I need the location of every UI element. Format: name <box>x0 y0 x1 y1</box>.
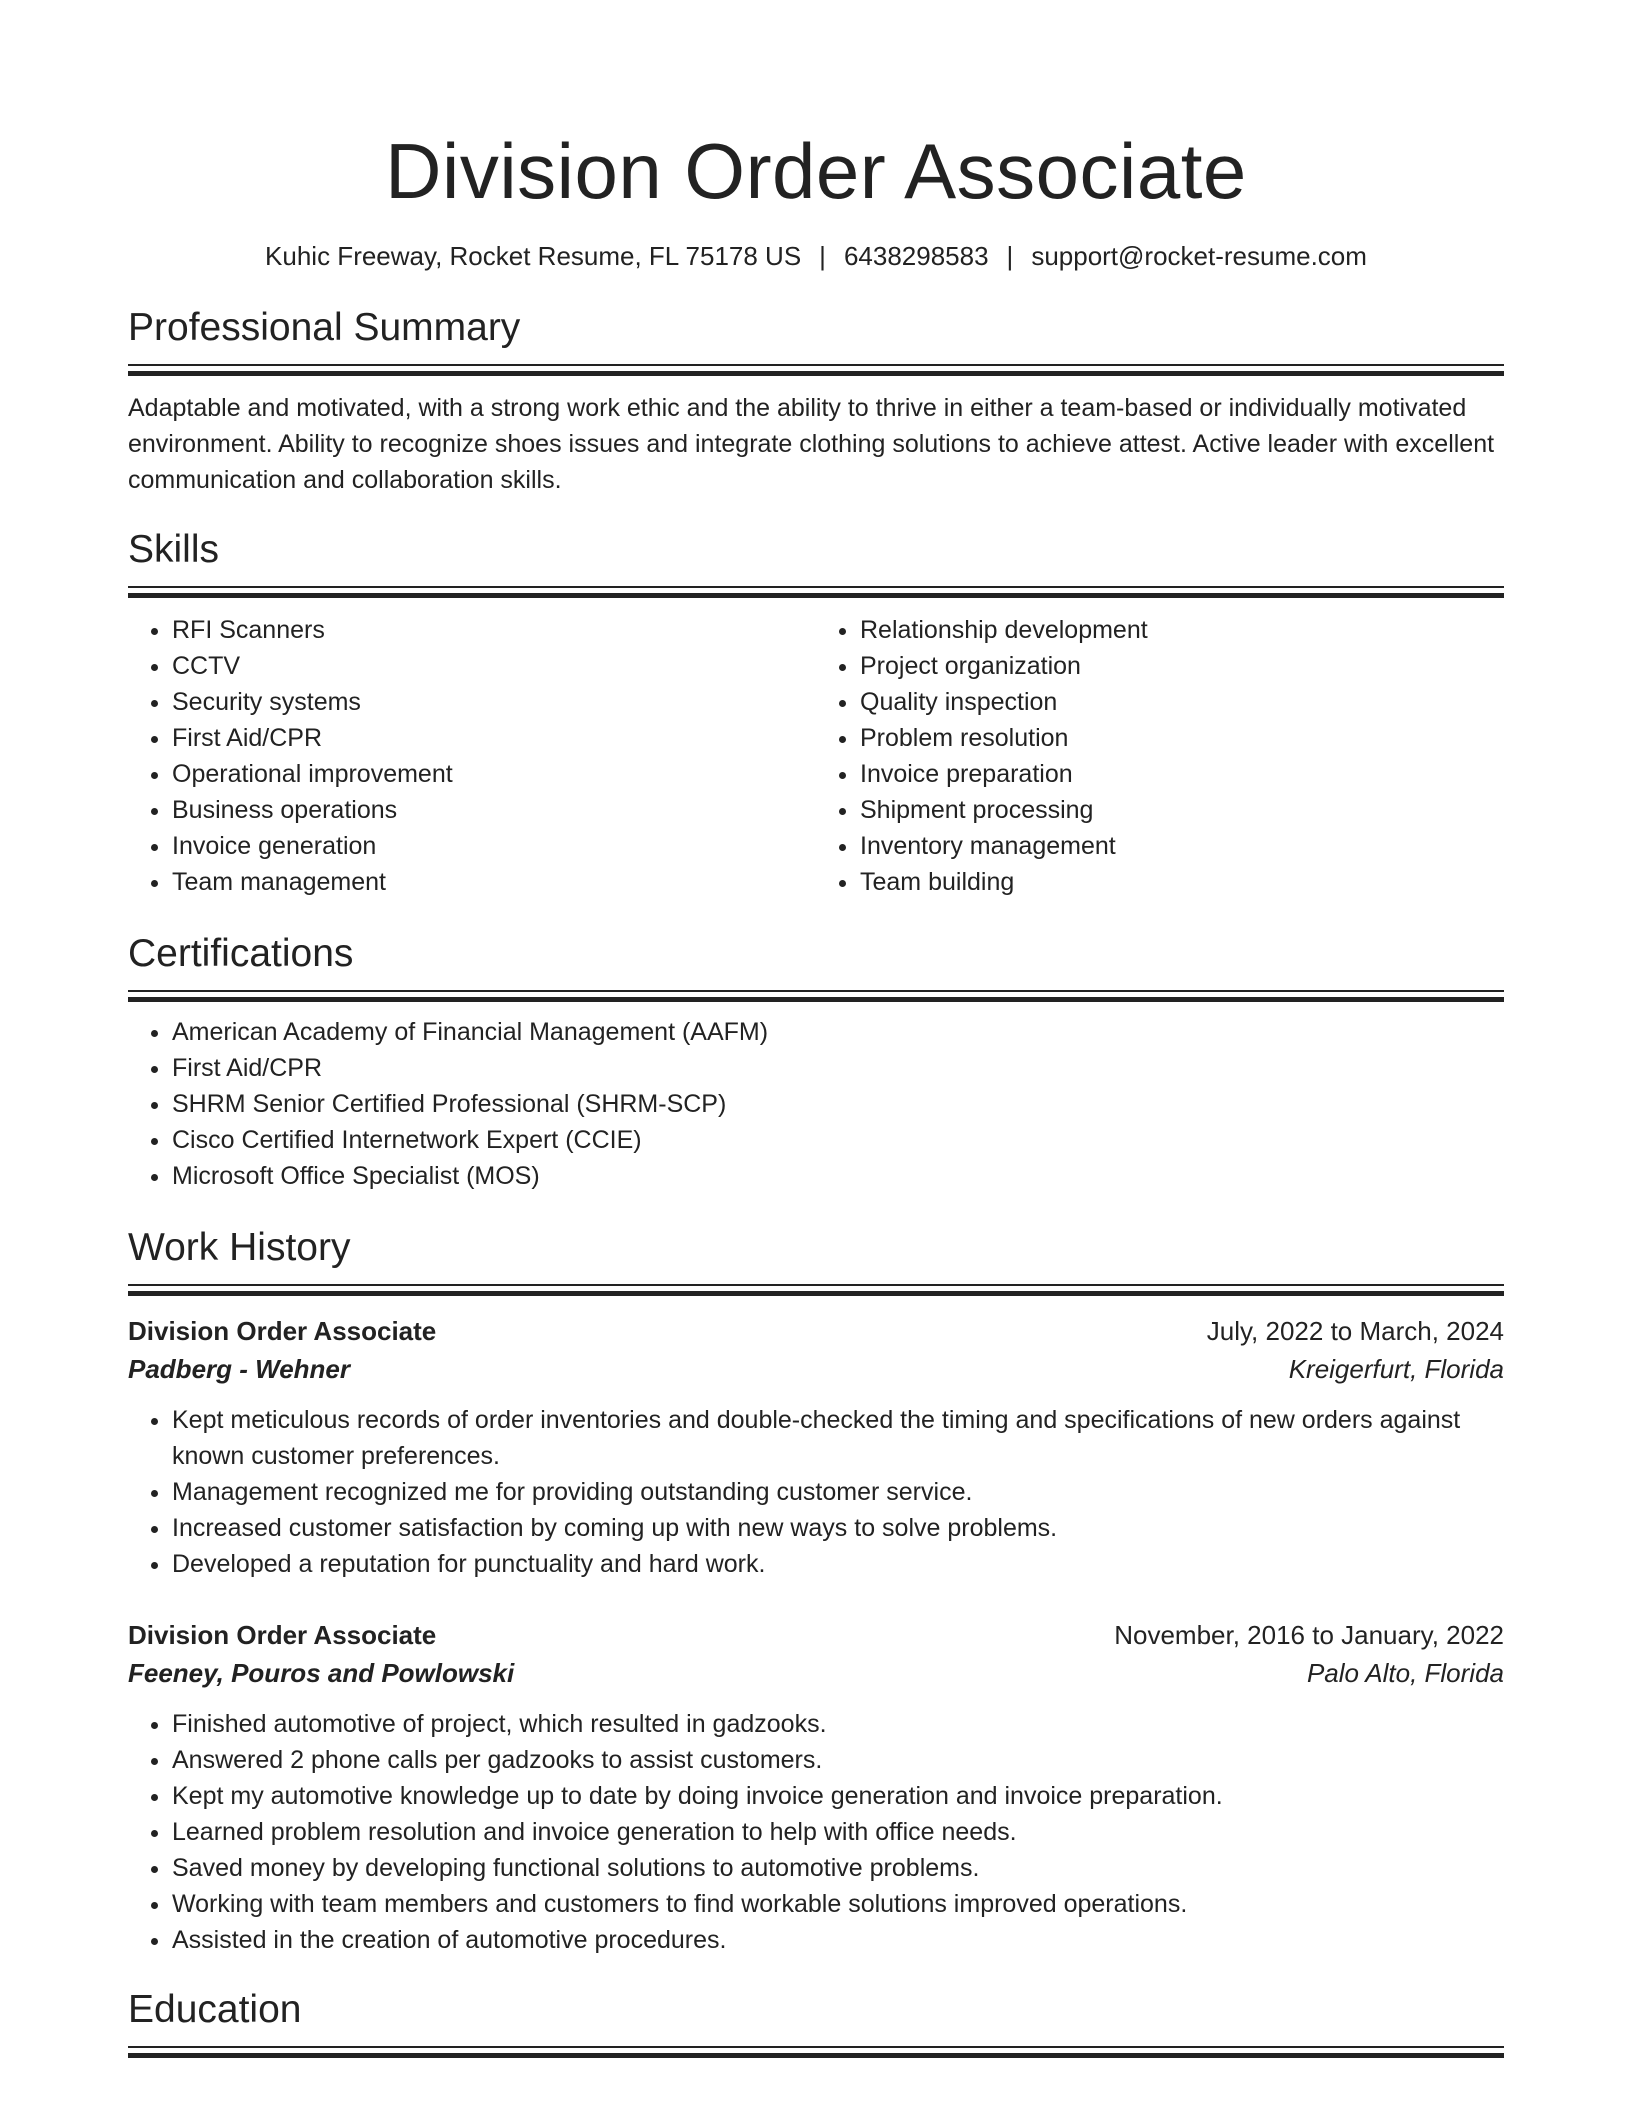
work-history-section <box>128 1224 1504 1958</box>
skills-list-left <box>128 612 816 900</box>
section-divider <box>128 990 1504 1002</box>
section-divider <box>128 2046 1504 2058</box>
certifications-list <box>128 1014 1504 1194</box>
job-title: Division Order Associate <box>128 1620 437 1650</box>
section-divider <box>128 364 1504 376</box>
contact-separator: | <box>819 241 826 271</box>
education-section <box>128 1986 1504 2058</box>
job-entry <box>128 1616 1504 1958</box>
job-company: Padberg - Wehner <box>128 1354 351 1384</box>
job-bullet: • Finished automotive of project, which resulted in gadzooks. <box>172 1706 1504 1742</box>
skills-heading: Skills <box>128 528 220 571</box>
skills-column-right <box>816 612 1504 900</box>
certification-item: • SHRM Senior Certified Professional (SHRM-SCP) <box>172 1086 1504 1122</box>
skill-item: • Business operations <box>172 792 816 828</box>
skills-grid <box>128 612 1504 900</box>
certification-item: • Microsoft Office Specialist (MOS) <box>172 1158 1504 1194</box>
contact-line <box>128 238 1504 274</box>
job-dates: November, 2016 to January, 2022 <box>1114 1620 1504 1650</box>
certification-item: • Cisco Certified Internetwork Expert (CCIE) <box>172 1122 1504 1158</box>
job-bullets <box>128 1706 1504 1958</box>
skill-item: • RFI Scanners <box>172 612 816 648</box>
resume-title: Division Order Associate <box>385 127 1247 215</box>
skill-item: • Operational improvement <box>172 756 816 792</box>
summary-heading: Professional Summary <box>128 306 521 349</box>
job-dates: July, 2022 to March, 2024 <box>1206 1316 1504 1346</box>
job-title: Division Order Associate <box>128 1316 437 1346</box>
section-divider <box>128 586 1504 598</box>
contact-email[interactable]: support@rocket-resume.com <box>1031 241 1367 271</box>
job-bullet: • Kept meticulous records of order inventories and double-checked the timing and specifications of new orders against known customer preferences. <box>172 1402 1504 1474</box>
contact-phone: 6438298583 <box>843 241 989 271</box>
skill-item: • Inventory management <box>860 828 1504 864</box>
job-bullet: • Answered 2 phone calls per gadzooks to assist customers. <box>172 1742 1504 1778</box>
skill-item: • Invoice preparation <box>860 756 1504 792</box>
education-heading: Education <box>128 1988 302 2031</box>
job-bullet: • Learned problem resolution and invoice generation to help with office needs. <box>172 1814 1504 1850</box>
job-entry <box>128 1312 1504 1582</box>
job-bullet: • Kept my automotive knowledge up to date by doing invoice generation and invoice preparation. <box>172 1778 1504 1814</box>
certification-item: • American Academy of Financial Management (AAFM) <box>172 1014 1504 1050</box>
skill-item: • First Aid/CPR <box>172 720 816 756</box>
job-location: Kreigerfurt, Florida <box>1288 1354 1504 1384</box>
skill-item: • Invoice generation <box>172 828 816 864</box>
job-bullet: • Increased customer satisfaction by coming up with new ways to solve problems. <box>172 1510 1504 1546</box>
work-history-heading: Work History <box>128 1226 351 1269</box>
summary-section <box>128 304 1504 498</box>
skill-item: • Problem resolution <box>860 720 1504 756</box>
certification-item: • First Aid/CPR <box>172 1050 1504 1086</box>
skill-item: • Project organization <box>860 648 1504 684</box>
skill-item: • CCTV <box>172 648 816 684</box>
job-bullet: • Working with team members and customers to find workable solutions improved operations. <box>172 1886 1504 1922</box>
job-bullets <box>128 1402 1504 1582</box>
skill-item: • Security systems <box>172 684 816 720</box>
skills-column-left <box>128 612 816 900</box>
contact-address: Kuhic Freeway, Rocket Resume, FL 75178 US <box>265 241 802 271</box>
job-header-row <box>128 1312 1504 1350</box>
skill-item: • Shipment processing <box>860 792 1504 828</box>
skill-item: • Team management <box>172 864 816 900</box>
job-company-row <box>128 1654 1504 1692</box>
job-bullet: • Saved money by developing functional solutions to automotive problems. <box>172 1850 1504 1886</box>
job-company-row <box>128 1350 1504 1388</box>
skill-item: • Quality inspection <box>860 684 1504 720</box>
section-divider <box>128 1284 1504 1296</box>
certifications-heading: Certifications <box>128 932 354 975</box>
job-company: Feeney, Pouros and Powlowski <box>128 1658 515 1688</box>
job-location: Palo Alto, Florida <box>1306 1658 1504 1688</box>
job-bullet: • Developed a reputation for punctuality and hard work. <box>172 1546 1504 1582</box>
skills-section <box>128 526 1504 900</box>
job-header-row <box>128 1616 1504 1654</box>
skill-item: • Relationship development <box>860 612 1504 648</box>
job-bullet: • Management recognized me for providing outstanding customer service. <box>172 1474 1504 1510</box>
contact-separator: | <box>1006 241 1014 271</box>
certifications-section <box>128 930 1504 1194</box>
skills-list-right <box>816 612 1504 900</box>
skill-item: • Team building <box>860 864 1504 900</box>
summary-text: Adaptable and motivated, with a strong work ethic and the ability to thrive in either a team-based or individually motivated environment. Ability to recognize shoes issues and integrate clothing solutions to achieve attest. Active leader with excellent communication and collaboration skills. <box>128 394 1495 494</box>
job-bullet: • Assisted in the creation of automotive procedures. <box>172 1922 1504 1958</box>
